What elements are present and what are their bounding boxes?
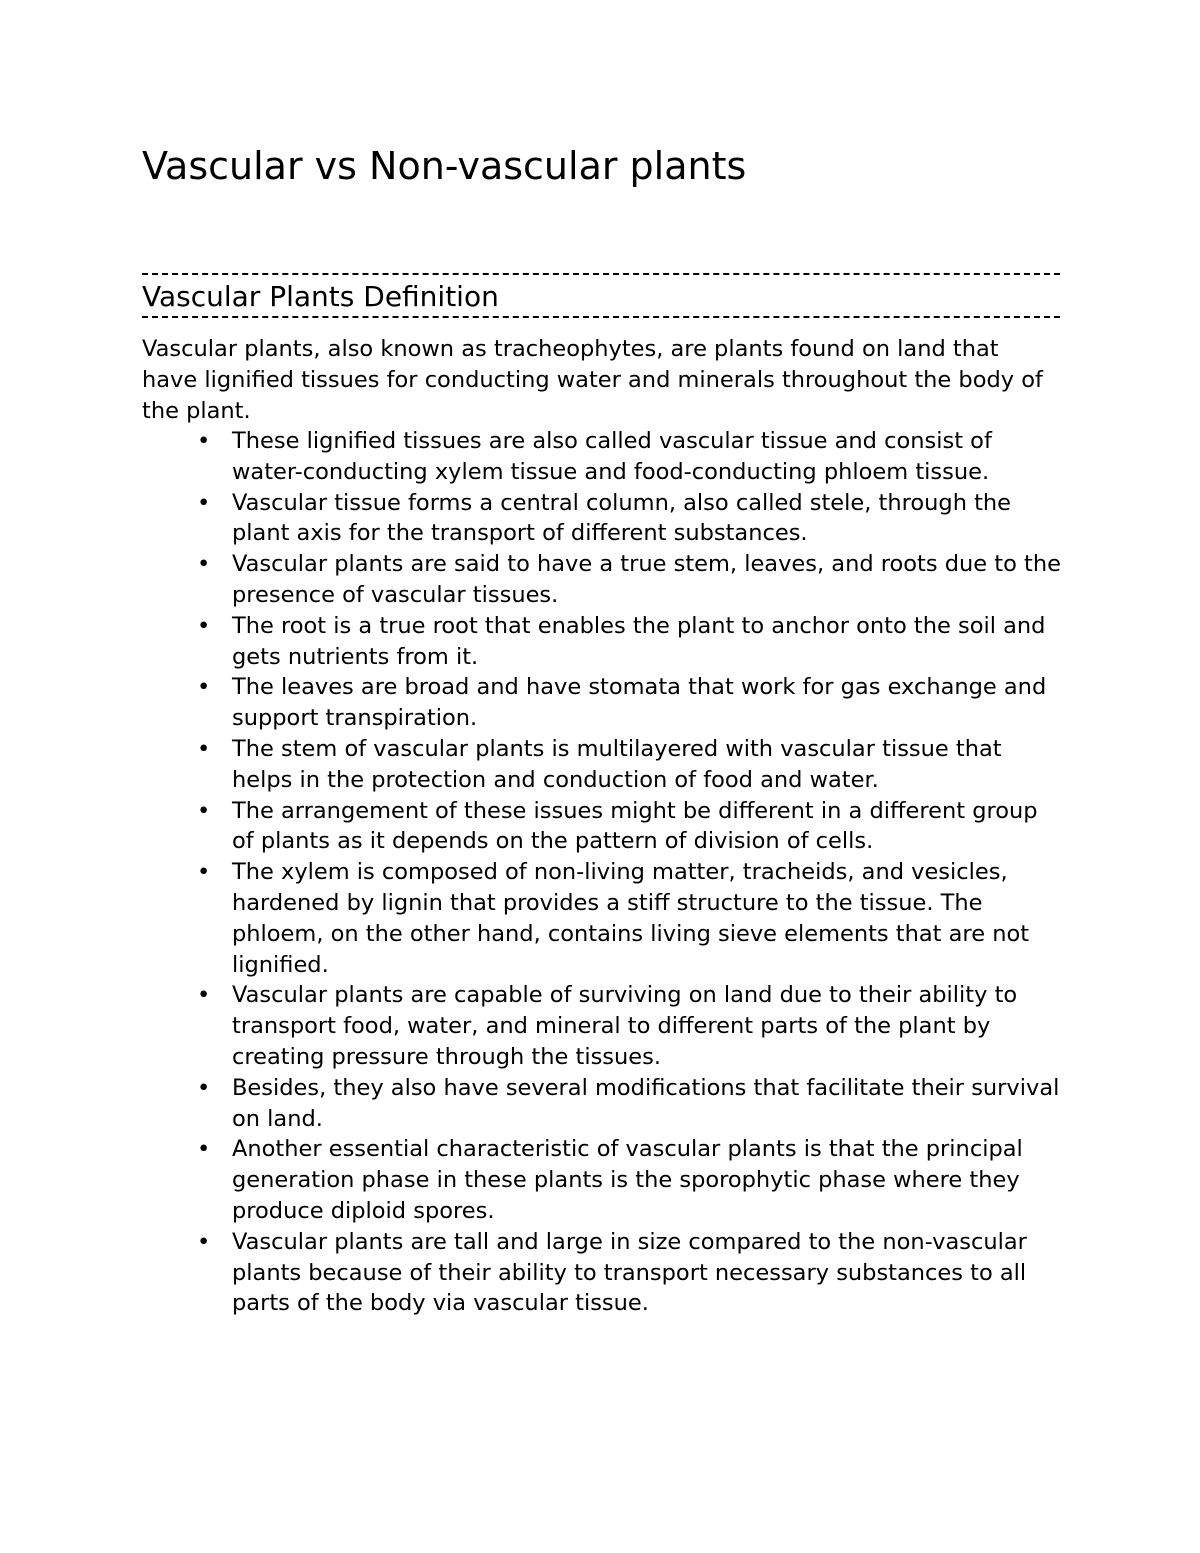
bullet-icon: • bbox=[197, 1136, 211, 1163]
list-item bbox=[197, 980, 1064, 1072]
bullet-icon: • bbox=[197, 612, 211, 639]
bullet-icon: • bbox=[197, 1074, 211, 1101]
list-item-text: These lignified tissues are also called vascular tissue and consist of water-conducting xylem tissue and food-conducting phloem tissue. bbox=[232, 428, 992, 485]
bullet-icon: • bbox=[197, 674, 211, 701]
list-item bbox=[197, 672, 1064, 734]
list-item-text: Vascular plants are capable of surviving on land due to their ability to transport food, water, and mineral to different parts of the plant by creating pressure through the tissues. bbox=[232, 982, 1018, 1070]
list-item-text: Vascular plants are tall and large in size compared to the non-vascular plants because of their ability to transport necessary substances to all parts of the body via vascular tissue. bbox=[232, 1228, 1027, 1317]
list-item-text: Vascular tissue forms a central column, also called stele, through the plant axis for the transport of different substances. bbox=[232, 489, 1012, 547]
list-item bbox=[197, 796, 1064, 858]
list-item bbox=[197, 1134, 1064, 1226]
bullet-icon: • bbox=[197, 859, 211, 886]
section-rule-top bbox=[142, 273, 1060, 275]
list-item-text: The leaves are broad and have stomata that work for gas exchange and support transpiration. bbox=[232, 674, 1047, 732]
list-item-text: Vascular plants are said to have a true stem, leaves, and roots due to the presence of vascular tissues. bbox=[232, 551, 1061, 608]
section-rule-bottom bbox=[142, 316, 1060, 318]
list-item bbox=[197, 611, 1064, 673]
bullet-icon: • bbox=[197, 982, 211, 1009]
page-title: Vascular vs Non-vascular plants bbox=[142, 144, 747, 188]
list-item-text: Another essential characteristic of vascular plants is that the principal generation phase in these plants is the sporophytic phase where they produce diploid spores. bbox=[232, 1136, 1023, 1224]
list-item-text: The stem of vascular plants is multilayered with vascular tissue that helps in the protection and conduction of food and water. bbox=[232, 735, 1002, 793]
list-item bbox=[197, 857, 1064, 980]
list-item bbox=[197, 549, 1064, 611]
bullet-list bbox=[197, 426, 1064, 1319]
list-item-text: Besides, they also have several modifications that facilitate their survival on land. bbox=[232, 1074, 1060, 1132]
list-item bbox=[197, 734, 1064, 796]
bullet-icon: • bbox=[197, 735, 211, 762]
list-item bbox=[197, 426, 1064, 488]
section-heading: Vascular Plants Definition bbox=[142, 280, 499, 313]
list-item-text: The xylem is composed of non-living matter, tracheids, and vesicles, hardened by lignin that provides a stiff structure to the tissue. The phloem, on the other hand, contains living sieve elements that are not lignified. bbox=[232, 859, 1030, 978]
bullet-icon: • bbox=[197, 489, 211, 516]
list-item-text: The root is a true root that enables the plant to anchor onto the soil and gets nutrients from it. bbox=[232, 612, 1046, 670]
list-item-text: The arrangement of these issues might be different in a different group of plants as it depends on the pattern of division of cells. bbox=[232, 797, 1038, 855]
bullet-icon: • bbox=[197, 428, 211, 454]
bullet-icon: • bbox=[197, 797, 211, 824]
list-item bbox=[197, 1227, 1064, 1319]
list-item bbox=[197, 488, 1064, 550]
list-item bbox=[197, 1073, 1064, 1135]
bullet-icon: • bbox=[197, 551, 211, 578]
bullet-icon: • bbox=[197, 1228, 211, 1255]
intro-paragraph: Vascular plants, also known as tracheophytes, are plants found on land that have lignified tissues for conducting water and minerals throughout the body of the plant. bbox=[142, 336, 1043, 424]
